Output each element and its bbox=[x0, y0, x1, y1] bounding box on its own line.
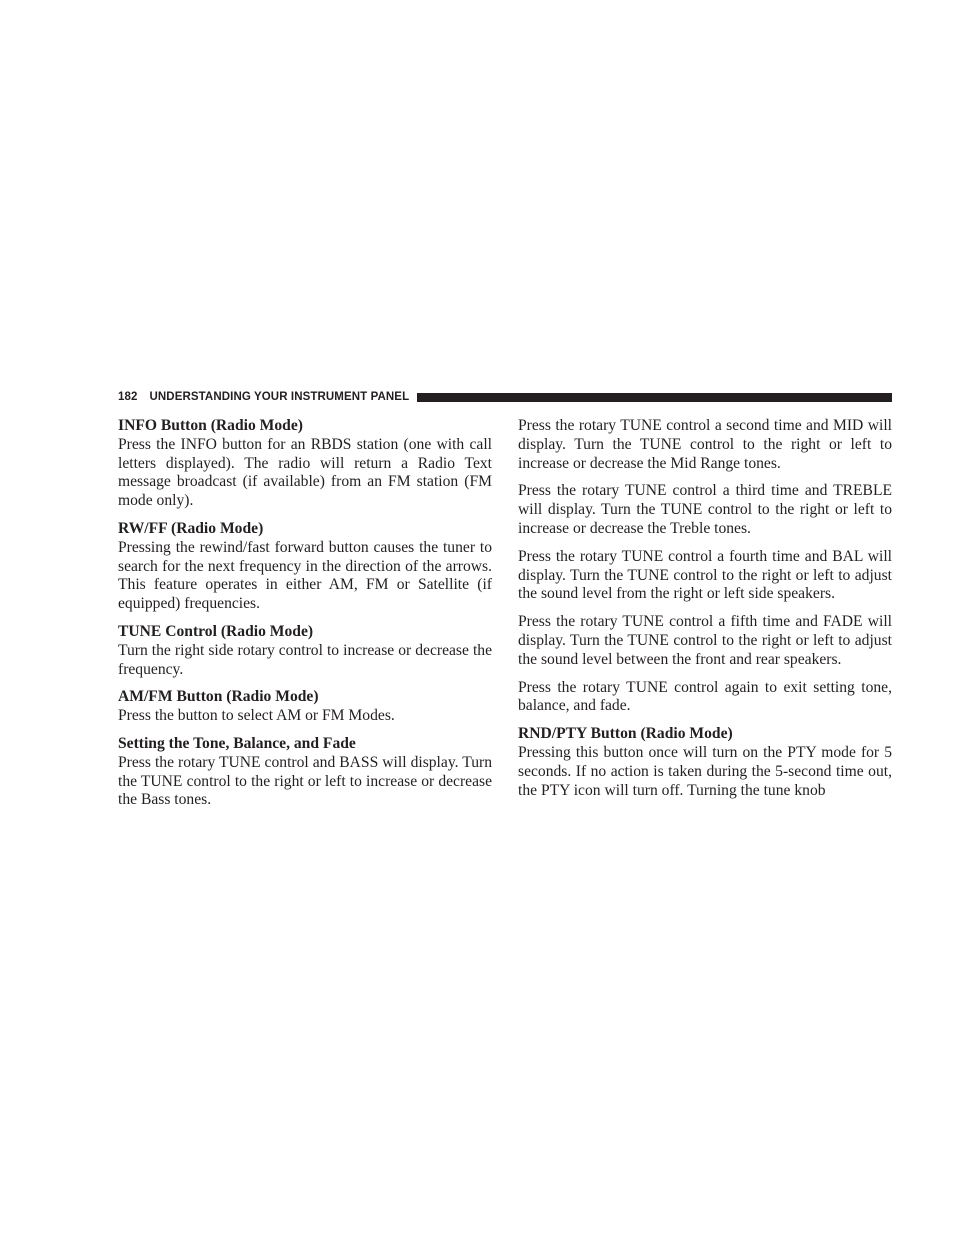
section-heading: TUNE Control (Radio Mode) bbox=[118, 622, 314, 640]
section-paragraph: Pressing the rewind/fast forward button causes the tuner to search for the next frequency in the direction of the arrows. This feature operates in either AM, FM or Satellite (if equipped) frequencies. bbox=[118, 538, 492, 613]
rnd-pty-section bbox=[518, 725, 892, 800]
am-fm-button-section bbox=[118, 688, 492, 726]
right-column bbox=[518, 417, 892, 809]
exit-paragraph bbox=[518, 679, 892, 717]
section-heading: RW/FF (Radio Mode) bbox=[118, 519, 264, 537]
section-paragraph: Press the rotary TUNE control a third time and TREBLE will display. Turn the TUNE control to the right or left to increase or decrease the Treble tones. bbox=[518, 482, 892, 537]
left-column bbox=[118, 417, 492, 819]
page-header bbox=[118, 389, 892, 405]
tone-balance-fade-section bbox=[118, 735, 492, 810]
info-button-section bbox=[118, 417, 492, 511]
tune-control-section bbox=[118, 623, 492, 679]
page-number: 182 bbox=[118, 391, 138, 403]
balance-paragraph bbox=[518, 548, 892, 604]
section-paragraph: Press the rotary TUNE control and BASS will display. Turn the TUNE control to the right or left to increase or decrease the Bass tones. bbox=[118, 753, 492, 809]
section-heading: Setting the Tone, Balance, and Fade bbox=[118, 734, 356, 752]
section-paragraph: Press the rotary TUNE control a fifth time and FADE will display. Turn the TUNE control to the right or left to adjust the sound level between the front and rear speakers. bbox=[518, 613, 892, 668]
treble-paragraph bbox=[518, 482, 892, 538]
mid-paragraph bbox=[518, 417, 892, 473]
section-heading: RND/PTY Button (Radio Mode) bbox=[518, 725, 733, 743]
section-paragraph: Press the INFO button for an RBDS station (one with call letters displayed). The radio will return a Radio Text message broadcast (if available) from an FM station (FM mode only). bbox=[118, 435, 492, 510]
section-title: UNDERSTANDING YOUR INSTRUMENT PANEL bbox=[149, 391, 410, 403]
section-paragraph: Pressing this button once will turn on the PTY mode for 5 seconds. If no action is taken during the 5-second time out, the PTY icon will turn off. Turning the tune knob bbox=[518, 743, 892, 799]
header-rule-bar bbox=[417, 393, 892, 402]
section-paragraph: Press the rotary TUNE control a fourth time and BAL will display. Turn the TUNE control to the right or left to adjust the sound level from the right or left side speakers. bbox=[518, 547, 892, 603]
section-paragraph: Press the rotary TUNE control a second time and MID will display. Turn the TUNE control to the right or left to increase or decrease the Mid Range tones. bbox=[518, 417, 892, 472]
section-heading: AM/FM Button (Radio Mode) bbox=[118, 688, 319, 706]
section-paragraph: Turn the right side rotary control to increase or decrease the frequency. bbox=[118, 641, 492, 678]
section-paragraph: Press the rotary TUNE control again to exit setting tone, balance, and fade. bbox=[518, 678, 892, 715]
rw-ff-section bbox=[118, 520, 492, 614]
section-heading: INFO Button (Radio Mode) bbox=[118, 417, 303, 434]
fade-paragraph bbox=[518, 613, 892, 669]
section-paragraph: Press the button to select AM or FM Modes. bbox=[118, 707, 395, 725]
